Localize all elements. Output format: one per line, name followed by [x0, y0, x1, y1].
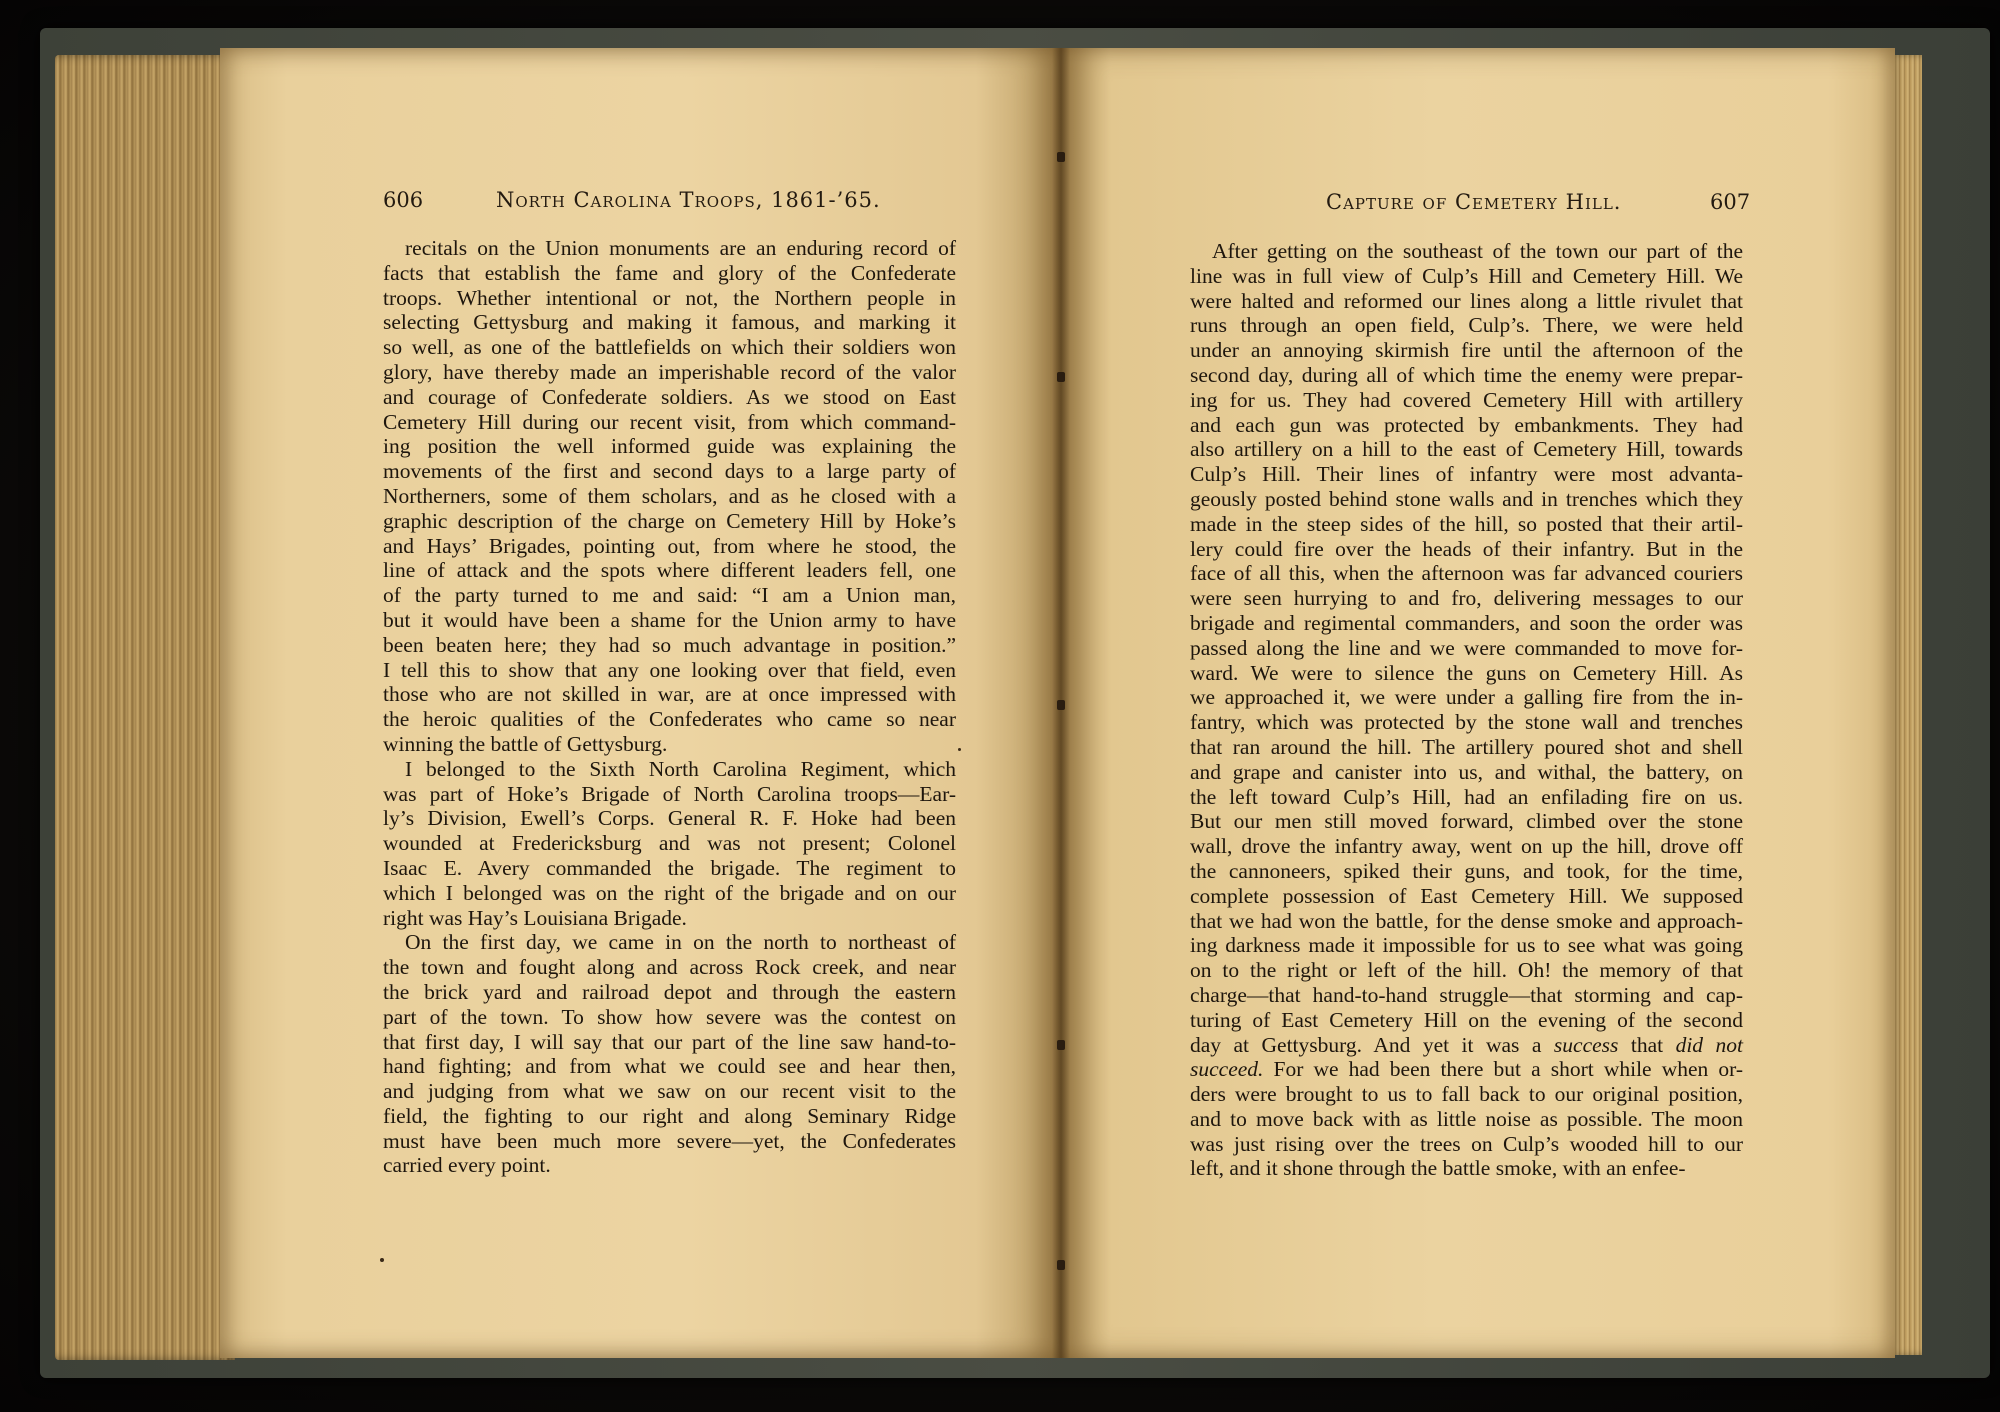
text-line: so well, as one of the battlefields on which their soldiers won [383, 335, 956, 360]
text-line: line was in full view of Culp’s Hill and Cemetery Hill. We [1190, 263, 1743, 288]
text-line: the left toward Culp’s Hill, had an enfilading fire on us. [1190, 784, 1743, 809]
binding-stitch [1057, 1260, 1065, 1270]
text-line: which I belonged was on the right of the brigade and on our [383, 880, 956, 905]
text-line: hand fighting; and from what we could see and hear then, [383, 1054, 956, 1079]
text-line: face of all this, when the afternoon was far advanced couriers [1190, 561, 1743, 586]
text-line: and Hays’ Brigades, pointing out, from where he stood, the [383, 533, 956, 558]
text-line: day at Gettysburg. And yet it was a success that did not [1190, 1032, 1743, 1057]
text-line: turing of East Cemetery Hill on the evening of the second [1190, 1007, 1743, 1032]
text-line: Northerners, some of them scholars, and as he closed with a [383, 483, 956, 508]
text-line: geously posted behind stone walls and in trenches which they [1190, 486, 1743, 511]
text-line: selecting Gettysburg and making it famous, and marking it [383, 310, 956, 335]
text-line: we approached it, we were under a galling fire from the in- [1190, 685, 1743, 710]
text-line: I belonged to the Sixth North Carolina Regiment, which [405, 756, 956, 781]
text-line: under an annoying skirmish fire until the afternoon of the [1190, 338, 1743, 363]
left-page-number: 606 [383, 188, 424, 212]
text-line: succeed. For we had been there but a short while when or- [1190, 1057, 1743, 1082]
text-line: and grape and canister into us, and withal, the battery, on [1190, 759, 1743, 784]
text-line: On the first day, we came in on the north to northeast of [405, 930, 956, 955]
text-line: field, the fighting to our right and along Seminary Ridge [383, 1103, 956, 1128]
right-running-head: Capture of Cemetery Hill. [1326, 190, 1622, 214]
text-line: also artillery on a hill to the east of Cemetery Hill, towards [1190, 437, 1743, 462]
text-line: must have been much more severe—yet, the Confederates [383, 1128, 956, 1153]
left-running-head: North Carolina Troops, 1861-’65. [496, 188, 881, 212]
binding-stitch [1057, 1040, 1065, 1050]
right-page [1060, 48, 1895, 1358]
text-line: wounded at Fredericksburg and was not present; Colonel [383, 831, 956, 856]
text-line: was part of Hoke’s Brigade of North Carolina troops—Ear- [383, 781, 956, 806]
text-line: been beaten here; they had so much advantage in position.” [383, 632, 956, 657]
text-line: graphic description of the charge on Cemetery Hill by Hoke’s [383, 508, 956, 533]
text-line: the town and fought along and across Rock creek, and near [383, 955, 956, 980]
text-line: on to the right or left of the hill. Oh! the memory of that [1190, 958, 1743, 983]
text-line: of the party turned to me and said: “I am a Union man, [383, 583, 956, 608]
text-line: ing darkness made it impossible for us to see what was going [1190, 933, 1743, 958]
text-line: passed along the line and we were commanded to move for- [1190, 635, 1743, 660]
text-line: the cannoneers, spiked their guns, and took, for the time, [1190, 858, 1743, 883]
text-line: charge—that hand-to-hand struggle—that storming and cap- [1190, 982, 1743, 1007]
right-page-body [1190, 239, 1743, 1181]
text-line: second day, during all of which time the enemy were prepar- [1190, 362, 1743, 387]
text-line: complete possession of East Cemetery Hill. We supposed [1190, 883, 1743, 908]
binding-stitch [1057, 700, 1065, 710]
text-line: left, and it shone through the battle smoke, with an enfee- [1190, 1156, 1686, 1181]
text-line: ing for us. They had covered Cemetery Hill with artillery [1190, 387, 1743, 412]
left-page-body [383, 236, 956, 1178]
text-line: was just rising over the trees on Culp’s wooded hill to our [1190, 1131, 1743, 1156]
text-line: part of the town. To show how severe was the contest on [383, 1004, 956, 1029]
text-line: the heroic qualities of the Confederates who came so near [383, 707, 956, 732]
text-line: carried every point. [383, 1153, 551, 1178]
text-line: were halted and reformed our lines along a little rivulet that [1190, 288, 1743, 313]
text-line: Cemetery Hill during our recent visit, from which command- [383, 409, 956, 434]
text-line: After getting on the southeast of the town our part of the [1212, 239, 1743, 263]
text-line: recitals on the Union monuments are an enduring record of [405, 236, 956, 260]
left-page [220, 48, 1060, 1358]
text-line: runs through an open field, Culp’s. There, we were held [1190, 313, 1743, 338]
text-line: ly’s Division, Ewell’s Corps. General R. F. Hoke had been [383, 806, 956, 831]
text-line: that first day, I will say that our part of the line saw hand-to- [383, 1029, 956, 1054]
paper-speck [380, 1258, 384, 1262]
text-line: made in the steep sides of the hill, so posted that their artil- [1190, 511, 1743, 536]
text-line: and each gun was protected by embankments. They had [1190, 412, 1743, 437]
text-line: that we had won the battle, for the dense smoke and approach- [1190, 908, 1743, 933]
text-line: I tell this to show that any one looking over that field, even [383, 657, 956, 682]
right-page-number: 607 [1710, 190, 1751, 214]
text-line: line of attack and the spots where different leaders fell, one [383, 558, 956, 583]
text-line: fantry, which was protected by the stone wall and trenches [1190, 710, 1743, 735]
paper-speck [958, 748, 961, 751]
text-line: winning the battle of Gettysburg. [383, 731, 668, 756]
text-line: that ran around the hill. The artillery poured shot and shell [1190, 734, 1743, 759]
text-line: but it would have been a shame for the Union army to have [383, 607, 956, 632]
text-line: movements of the first and second days to a large party of [383, 459, 956, 484]
text-line: facts that establish the fame and glory of the Confederate [383, 260, 956, 285]
text-line: Culp’s Hill. Their lines of infantry were most advanta- [1190, 462, 1743, 487]
text-line: lery could fire over the heads of their infantry. But in the [1190, 536, 1743, 561]
binding-stitch [1057, 152, 1065, 162]
text-line: ing position the well informed guide was explaining the [383, 434, 956, 459]
text-line: Isaac E. Avery commanded the brigade. The regiment to [383, 855, 956, 880]
text-line: and judging from what we saw on our recent visit to the [383, 1079, 956, 1104]
text-line: the brick yard and railroad depot and through the eastern [383, 979, 956, 1004]
text-line: and courage of Confederate soldiers. As we stood on East [383, 384, 956, 409]
text-line: right was Hay’s Louisiana Brigade. [383, 905, 687, 930]
text-line: were seen hurrying to and fro, delivering messages to our [1190, 586, 1743, 611]
text-line: ward. We were to silence the guns on Cemetery Hill. As [1190, 660, 1743, 685]
text-line: wall, drove the infantry away, went on up the hill, drove off [1190, 834, 1743, 859]
text-line: brigade and regimental commanders, and soon the order was [1190, 610, 1743, 635]
text-line: But our men still moved forward, climbed over the stone [1190, 809, 1743, 834]
page-edges-left [55, 55, 235, 1360]
text-line: troops. Whether intentional or not, the Northern people in [383, 285, 956, 310]
text-line: those who are not skilled in war, are at once impressed with [383, 682, 956, 707]
binding-stitch [1057, 372, 1065, 382]
text-line: ders were brought to us to fall back to our original position, [1190, 1082, 1743, 1107]
text-line: and to move back with as little noise as possible. The moon [1190, 1106, 1743, 1131]
text-line: glory, have thereby made an imperishable record of the valor [383, 359, 956, 384]
